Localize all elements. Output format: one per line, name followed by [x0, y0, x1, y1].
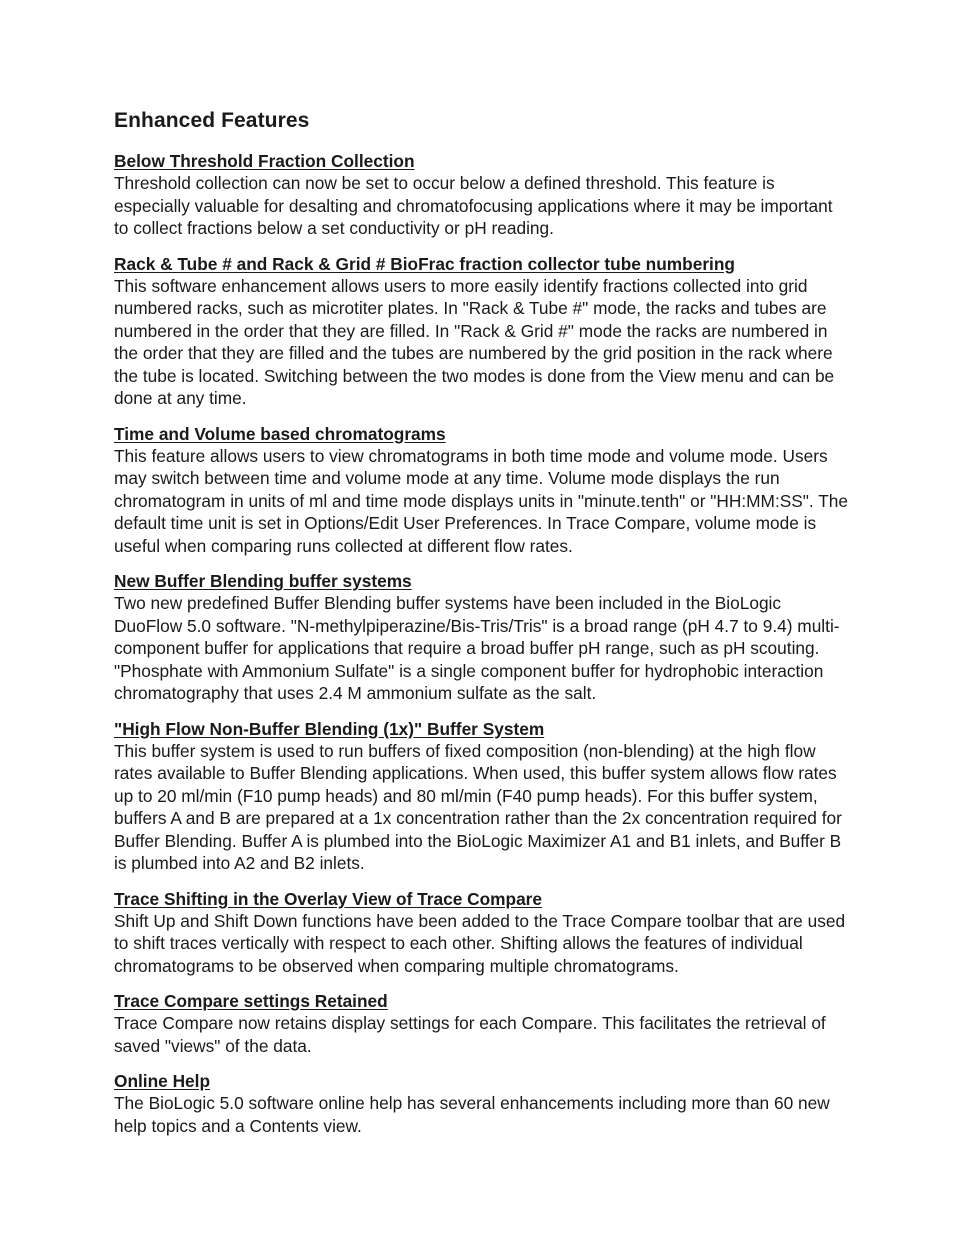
section-buffer-blending [114, 570, 849, 705]
section-high-flow [114, 718, 849, 875]
section-body: This software enhancement allows users to more easily identify fractions collected into grid numbered racks, such as microtiter plates. In "Rack & Tube #" mode, the racks and tubes are numbered in the order that they are filled. In "Rack & Grid #" mode the racks are numbered in the order that they are filled and the tubes are numbered by the grid position in the rack where the tube is located. Switching between the two modes is done from the View menu and can be done at any time. [114, 275, 835, 408]
section-heading: Rack & Tube # and Rack & Grid # BioFrac fraction collector tube numbering [114, 253, 735, 274]
section-time-volume [114, 423, 849, 558]
section-body: This buffer system is used to run buffers of fixed composition (non-blending) at the high flow rates available to Buffer Blending applications. When used, this buffer system allows flow rates up to 20 ml/min (F10 pump heads) and 80 ml/min (F40 pump heads). For this buffer system, buffers A and B are prepared at a 1x concentration rather than the 2x concentration required for Buffer Blending. Buffer A is plumbed into the BioLogic Maximizer A1 and B1 inlets, and Buffer B is plumbed into A2 and B2 inlets. [114, 740, 842, 873]
section-body: Threshold collection can now be set to occur below a defined threshold. This feature is especially valuable for desalting and chromatofocusing applications where it may be important to collect fractions below a set conductivity or pH reading. [114, 173, 833, 238]
section-body: Trace Compare now retains display settings for each Compare. This facilitates the retrieval of saved "views" of the data. [114, 1013, 826, 1056]
section-heading: Trace Compare settings Retained [114, 991, 388, 1011]
section-trace-shifting [114, 888, 849, 978]
document-page [114, 106, 849, 1150]
section-body: The BioLogic 5.0 software online help has several enhancements including more than 60 new help topics and a Contents view. [114, 1093, 830, 1136]
section-heading: Time and Volume based chromatograms [114, 423, 446, 444]
section-heading: "High Flow Non-Buffer Blending (1x)" Buffer System [114, 718, 545, 739]
section-trace-compare-settings [114, 990, 849, 1057]
section-heading: New Buffer Blending buffer systems [114, 571, 412, 591]
section-heading: Trace Shifting in the Overlay View of Trace Compare [114, 888, 543, 909]
section-body: This feature allows users to view chromatograms in both time mode and volume mode. Users may switch between time and volume mode at any time. Volume mode displays the run chromatogram in units of ml and time mode displays units in "minute.tenth" or "HH:MM:SS". The default time unit is set in Options/Edit User Preferences. In Trace Compare, volume mode is useful when comparing runs collected at different flow rates. [114, 445, 849, 556]
section-body: Two new predefined Buffer Blending buffer systems have been included in the BioLogic DuoFlow 5.0 software. "N-methylpiperazine/Bis-Tris/Tris" is a broad range (pH 4.7 to 9.4) multi-component buffer for applications that require a broad buffer pH range, such as pH scouting. "Phosphate with Ammonium Sulfate" is a single component buffer for hydrophobic interaction chromatography that uses 2.4 M ammonium sulfate as the salt. [114, 593, 840, 703]
page-title: Enhanced Features [114, 109, 310, 132]
section-below-threshold [114, 150, 849, 240]
section-body: Shift Up and Shift Down functions have been added to the Trace Compare toolbar that are used to shift traces vertically with respect to each other. Shifting allows the features of individual chromatograms to be observed when comparing multiple chromatograms. [114, 910, 846, 976]
section-heading: Below Threshold Fraction Collection [114, 151, 415, 171]
section-heading: Online Help [114, 1071, 211, 1091]
section-online-help [114, 1070, 849, 1137]
section-rack-tube-numbering [114, 253, 849, 410]
